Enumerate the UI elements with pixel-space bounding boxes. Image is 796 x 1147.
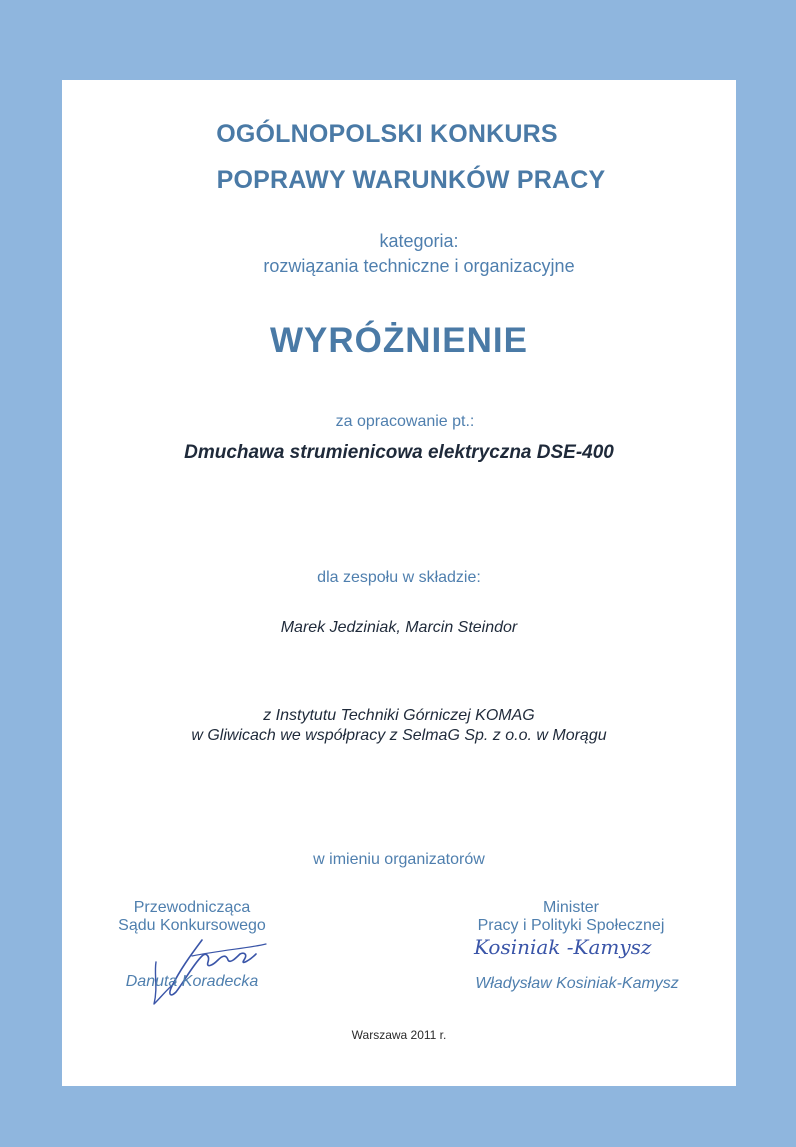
organizers-label: w imieniu organizatorów — [313, 851, 485, 868]
institution-line-1: z Instytutu Techniki Górniczej KOMAG — [263, 707, 535, 724]
team-members: Marek Jedziniak, Marcin Steindor — [280, 619, 518, 636]
title-line-2: POPRAWY WARUNKÓW PRACY — [216, 166, 606, 194]
right-signatory-name: Władysław Kosiniak-Kamysz — [475, 975, 679, 992]
right-signatory-role-2: Pracy i Polityki Społecznej — [477, 917, 665, 934]
left-signatory-name: Danuta Koradecka — [125, 973, 259, 990]
category-label: kategoria: — [379, 231, 459, 251]
right-signature-image — [470, 930, 670, 964]
svg-text:Kosiniak -Kamysz: Kosiniak -Kamysz — [474, 935, 652, 959]
title-line-1: OGÓLNOPOLSKI KONKURS — [216, 120, 558, 148]
place-date: Warszawa 2011 r. — [351, 1028, 447, 1042]
certificate-sheet — [62, 80, 736, 1086]
left-signature-image — [132, 926, 272, 1012]
institution-line-2: w Gliwicach we współpracy z SelmaG Sp. z o.o. w Morągu — [191, 727, 607, 744]
team-label: dla zespołu w składzie: — [317, 569, 481, 586]
left-signatory-role-1: Przewodnicząca — [133, 899, 251, 916]
left-signatory-role-2: Sądu Konkursowego — [118, 917, 266, 934]
for-label: za opracowanie pt.: — [335, 413, 475, 430]
award-heading: WYRÓŻNIENIE — [270, 321, 528, 360]
category-value: rozwiązania techniczne i organizacyjne — [263, 256, 575, 276]
right-signatory-role-1: Minister — [542, 899, 599, 916]
project-title: Dmuchawa strumienicowa elektryczna DSE-400 — [184, 442, 614, 463]
